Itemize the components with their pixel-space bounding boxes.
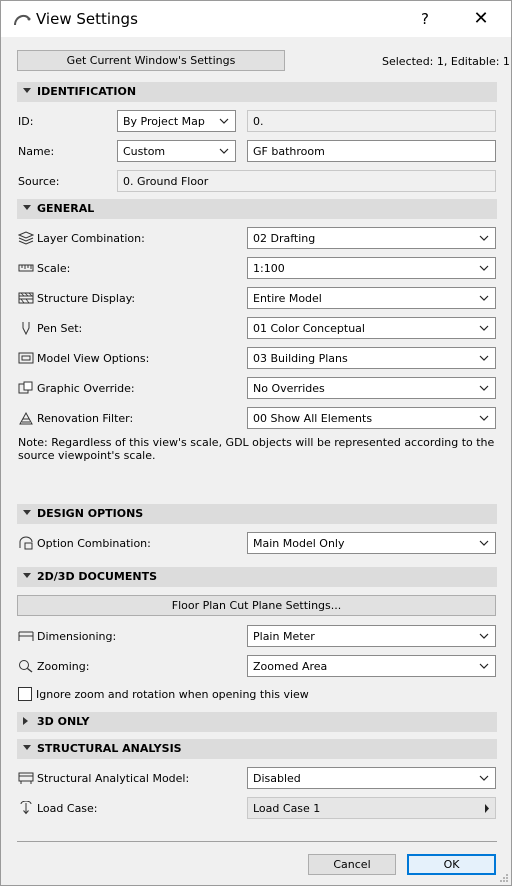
- zoom-magnifier-icon: [18, 659, 34, 673]
- graphic-override-label: Graphic Override:: [37, 382, 135, 395]
- dropdown-value: Entire Model: [253, 292, 322, 305]
- chevron-down-icon: [479, 264, 489, 272]
- id-mode-dropdown[interactable]: [117, 110, 236, 132]
- section-title: IDENTIFICATION: [37, 85, 137, 98]
- resize-grip-icon[interactable]: [499, 873, 509, 883]
- dropdown-value: No Overrides: [253, 382, 325, 395]
- chevron-down-icon: [219, 117, 229, 125]
- name-mode-dropdown[interactable]: [117, 140, 236, 162]
- name-value: GF bathroom: [253, 145, 325, 158]
- scale-ruler-icon: [18, 261, 34, 275]
- dropdown-value: Plain Meter: [253, 630, 315, 643]
- chevron-right-icon: [484, 804, 490, 813]
- title-bar: [1, 1, 511, 37]
- dropdown-value: Load Case 1: [253, 802, 321, 815]
- renovation-filter-icon: [18, 411, 34, 425]
- identification-section-header[interactable]: [17, 82, 497, 102]
- chevron-down-icon: [479, 774, 489, 782]
- graphic-override-dropdown[interactable]: [247, 377, 496, 399]
- name-field[interactable]: [247, 140, 496, 162]
- layer-combination-dropdown[interactable]: [247, 227, 496, 249]
- section-title: 2D/3D DOCUMENTS: [37, 570, 157, 583]
- model-view-icon: [18, 351, 34, 365]
- structural-model-icon: [18, 771, 34, 785]
- structure-display-label: Structure Display:: [37, 292, 136, 305]
- collapse-triangle-icon: [23, 573, 31, 578]
- dimensioning-icon: [18, 629, 34, 643]
- dropdown-value: Custom: [123, 145, 166, 158]
- load-case-icon: [18, 801, 34, 815]
- close-button[interactable]: ✕: [473, 8, 489, 29]
- dropdown-value: Disabled: [253, 772, 301, 785]
- renovation-filter-dropdown[interactable]: [247, 407, 496, 429]
- load-case-label: Load Case:: [37, 802, 98, 815]
- chevron-down-icon: [479, 539, 489, 547]
- scale-label: Scale:: [37, 262, 71, 275]
- section-title: 3D ONLY: [37, 715, 90, 728]
- dropdown-value: Zoomed Area: [253, 660, 328, 673]
- option-combination-icon: [18, 536, 34, 550]
- option-combination-label: Option Combination:: [37, 537, 151, 550]
- collapse-triangle-icon: [23, 205, 31, 210]
- chevron-down-icon: [479, 632, 489, 640]
- model-view-options-label: Model View Options:: [37, 352, 150, 365]
- id-label: ID:: [18, 115, 34, 128]
- dropdown-value: By Project Map: [123, 115, 205, 128]
- renovation-filter-label: Renovation Filter:: [37, 412, 134, 425]
- layer-combination-label: Layer Combination:: [37, 232, 145, 245]
- ignore-zoom-checkbox[interactable]: [18, 687, 32, 701]
- zooming-dropdown[interactable]: [247, 655, 496, 677]
- structural-analytical-model-dropdown[interactable]: [247, 767, 496, 789]
- get-current-window-settings-button[interactable]: Get Current Window's Settings: [17, 50, 285, 71]
- source-label: Source:: [18, 175, 60, 188]
- chevron-down-icon: [479, 324, 489, 332]
- id-value: 0.: [253, 115, 264, 128]
- selection-status: Selected: 1, Editable: 1: [382, 55, 510, 68]
- option-combination-dropdown[interactable]: [247, 532, 496, 554]
- chevron-down-icon: [479, 234, 489, 242]
- chevron-down-icon: [479, 294, 489, 302]
- archicad-logo-icon: [12, 9, 32, 29]
- source-value: 0. Ground Floor: [123, 175, 209, 188]
- footer-divider: [17, 841, 497, 842]
- model-view-options-dropdown[interactable]: [247, 347, 496, 369]
- scale-note: Note: Regardless of this view's scale, GDL objects will be represented according to the source viewpoint's scale.: [18, 436, 495, 462]
- structural-analytical-model-label: Structural Analytical Model:: [37, 772, 190, 785]
- pen-set-label: Pen Set:: [37, 322, 83, 335]
- structural-analysis-section-header[interactable]: [17, 739, 497, 759]
- name-label: Name:: [18, 145, 55, 158]
- dropdown-value: 1:100: [253, 262, 285, 275]
- dropdown-value: 00 Show All Elements: [253, 412, 373, 425]
- source-field: [117, 170, 496, 192]
- chevron-down-icon: [479, 414, 489, 422]
- design-options-section-header[interactable]: [17, 504, 497, 524]
- section-title: STRUCTURAL ANALYSIS: [37, 742, 182, 755]
- window-title: View Settings: [36, 10, 138, 28]
- general-section-header[interactable]: [17, 199, 497, 219]
- collapse-triangle-icon: [23, 88, 31, 93]
- chevron-down-icon: [479, 662, 489, 670]
- layers-icon: [18, 231, 34, 245]
- structure-display-icon: [18, 291, 34, 305]
- pen-set-dropdown[interactable]: [247, 317, 496, 339]
- dropdown-value: 02 Drafting: [253, 232, 316, 245]
- scale-dropdown[interactable]: [247, 257, 496, 279]
- cancel-button[interactable]: Cancel: [308, 854, 396, 875]
- dimensioning-label: Dimensioning:: [37, 630, 117, 643]
- structure-display-dropdown[interactable]: [247, 287, 496, 309]
- dropdown-value: 01 Color Conceptual: [253, 322, 365, 335]
- collapse-triangle-icon: [23, 510, 31, 515]
- ok-button[interactable]: OK: [407, 854, 496, 875]
- section-title: DESIGN OPTIONS: [37, 507, 144, 520]
- collapse-triangle-icon: [23, 745, 31, 750]
- 3d-only-section-header[interactable]: [17, 712, 497, 732]
- chevron-down-icon: [479, 384, 489, 392]
- chevron-down-icon: [479, 354, 489, 362]
- section-title: GENERAL: [37, 202, 95, 215]
- chevron-down-icon: [219, 147, 229, 155]
- pen-icon: [18, 321, 34, 335]
- expand-triangle-icon: [23, 717, 28, 725]
- dropdown-value: Main Model Only: [253, 537, 345, 550]
- zooming-label: Zooming:: [37, 660, 90, 673]
- load-case-dropdown[interactable]: [247, 797, 496, 819]
- graphic-override-icon: [18, 381, 34, 395]
- dropdown-value: 03 Building Plans: [253, 352, 348, 365]
- documents-section-header[interactable]: [17, 567, 497, 587]
- dimensioning-dropdown[interactable]: [247, 625, 496, 647]
- ignore-zoom-label: Ignore zoom and rotation when opening this view: [36, 688, 309, 701]
- floor-plan-cut-plane-settings-button[interactable]: Floor Plan Cut Plane Settings...: [17, 595, 496, 616]
- id-field: [247, 110, 496, 132]
- help-button[interactable]: ?: [421, 10, 429, 28]
